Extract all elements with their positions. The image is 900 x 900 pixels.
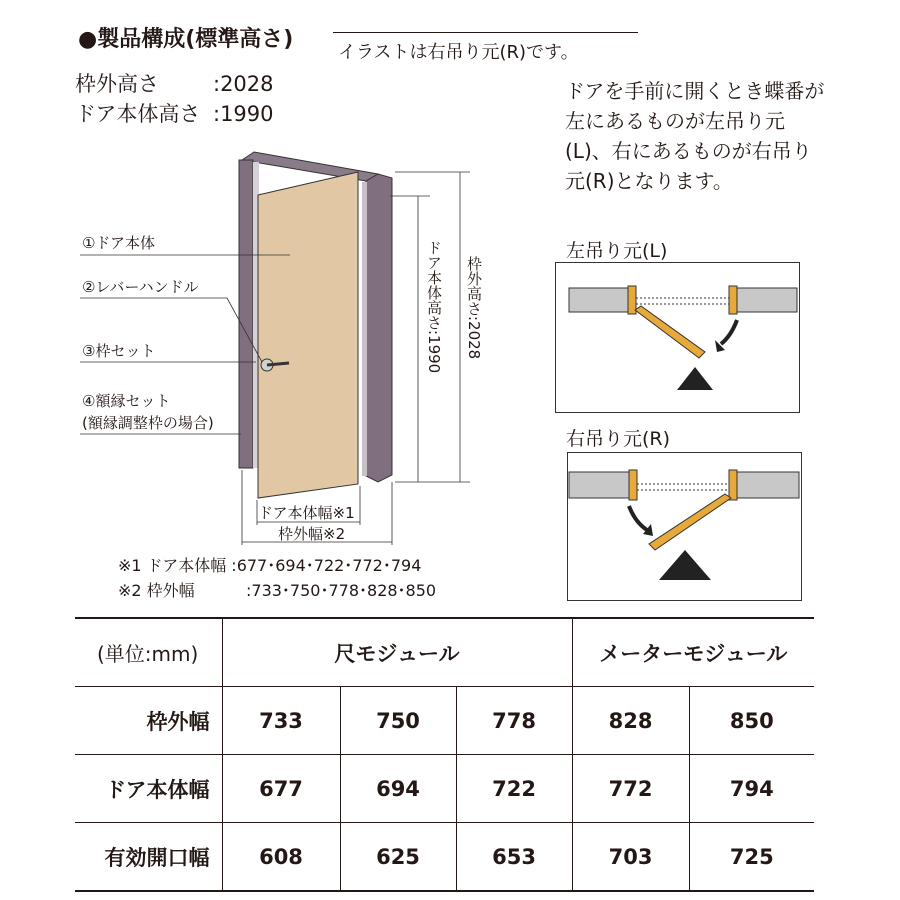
wall-right: [735, 472, 799, 498]
table-row: [75, 823, 814, 892]
right-hinge-plan: [567, 452, 803, 602]
part-door-body: ①ドア本体: [82, 234, 155, 252]
spec-value: :2028: [213, 72, 274, 96]
frame-width-label: 枠外幅※2: [278, 525, 346, 543]
frame-jamb-left: [629, 470, 637, 500]
frame-left-jamb: [239, 160, 253, 468]
table-cell: 677: [222, 755, 340, 823]
table-cell: 653: [456, 823, 572, 892]
shaku-module-header: 尺モジュール: [222, 618, 572, 687]
row-label: 枠外幅: [75, 687, 222, 755]
wall-right: [735, 288, 797, 312]
footnote-frame-width: [118, 578, 436, 601]
table-cell: 625: [340, 823, 456, 892]
frame-right-jamb: [366, 174, 392, 482]
table-cell: 794: [689, 755, 814, 823]
part-lever-handle: ②レバーハンドル: [82, 278, 199, 296]
meter-module-header: メーターモジュール: [572, 618, 814, 687]
part-trim-set: ④額縁セット: [82, 392, 171, 410]
table-cell: 778: [456, 687, 572, 755]
part-frame-set: ③枠セット: [82, 342, 156, 360]
right-hinge-title: 右吊り元(R): [566, 428, 671, 450]
wall-left: [569, 288, 629, 312]
lever-bar: [267, 363, 289, 365]
wall-left: [569, 472, 631, 498]
footnote-mark: ※2 枠外幅: [118, 581, 195, 600]
table-row: [75, 755, 814, 823]
part-trim-note: (額縁調整枠の場合): [82, 414, 214, 432]
table-header-row: [75, 618, 814, 687]
unit-label: (単位:mm): [75, 618, 222, 687]
size-table: [75, 617, 814, 892]
table-cell: 772: [572, 755, 689, 823]
left-hinge-title: 左吊り元(L): [566, 240, 668, 262]
table-cell: 722: [456, 755, 572, 823]
table-cell: 608: [222, 823, 340, 892]
table-cell: 725: [689, 823, 814, 892]
frame-jamb-right: [729, 286, 737, 314]
frame-right-inner: [362, 182, 367, 476]
footnote-values: :677･694･722･772･794: [231, 556, 422, 575]
footnote-values: :733･750･778･828･850: [246, 581, 437, 600]
table-row: [75, 687, 814, 755]
door-height-label: ドア本体高さ:1990: [425, 240, 443, 374]
footnote-mark: ※1 ドア本体幅: [118, 556, 227, 575]
table-cell: 694: [340, 755, 456, 823]
frame-height-label: 枠外高さ:2028: [465, 256, 483, 360]
row-label: 有効開口幅: [75, 823, 222, 892]
spec-value: :1990: [213, 102, 274, 126]
table-cell: 828: [572, 687, 689, 755]
illustration-note: イラストは右吊り元(R)です。: [338, 42, 579, 63]
table-cell: 703: [572, 823, 689, 892]
spec-label: ドア本体高さ: [75, 102, 201, 126]
page-title: ●製品構成(標準高さ): [78, 27, 294, 52]
left-hinge-plan: [555, 262, 801, 414]
footnote-door-width: [118, 553, 421, 576]
door-width-label: ドア本体幅※1: [258, 504, 355, 522]
table-cell: 733: [222, 687, 340, 755]
hinge-description: ドアを手前に開くとき蝶番が左にあるものが左吊り元(L)、右にあるものが右吊り元(R)となります。: [565, 79, 825, 193]
frame-jamb-right: [729, 470, 737, 500]
table-cell: 750: [340, 687, 456, 755]
spec-label: 枠外高さ: [75, 72, 159, 96]
door-leaf: [258, 172, 358, 498]
table-cell: 850: [689, 687, 814, 755]
row-label: ドア本体幅: [75, 755, 222, 823]
